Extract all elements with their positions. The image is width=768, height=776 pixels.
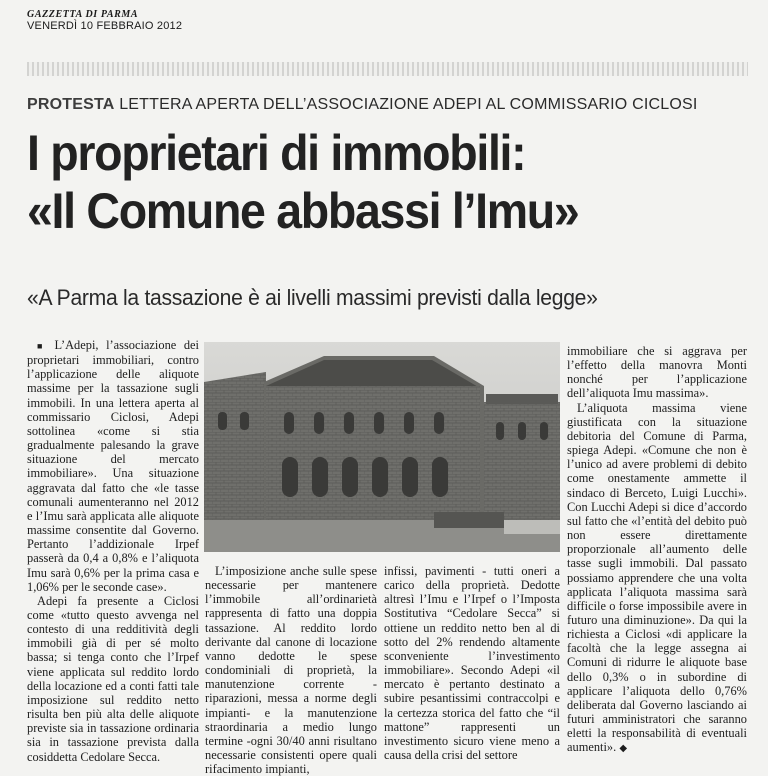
building-photo bbox=[204, 342, 560, 552]
article-paragraph: Adepi fa presente a Ciclosi come «tutto questo avvenga nel contesto di una redditività degli immobili già di per sé molto bassa; si tenga conto che l’Irpef viene applicata sul reddito lordo della locazione ed a conti fatti tale imposizione sul reddito netto risulta ben più alta delle aliquote previste sia in tassazione ordinaria sia in tassazione prevista dalla cosiddetta Cedolare Secca. bbox=[27, 593, 199, 764]
headline-line-1: I proprietari di immobili: bbox=[27, 125, 526, 181]
headline bbox=[27, 124, 697, 240]
newspaper-name: GAZZETTA DI PARMA bbox=[27, 9, 139, 20]
end-mark-icon: ◆ bbox=[619, 743, 628, 755]
kicker-label: PROTESTA bbox=[27, 96, 115, 113]
kicker bbox=[27, 96, 698, 114]
article-lead-text: L’Adepi, l’associazione dei proprietari immobiliari, contro l’applicazione delle aliquote massime per la tassazione sugli immobili. In una lettera aperta al commissario Ciclosi, Adepi sottolinea «come si stia gradualmente palesando la grave situazione del mercato immobiliare». Una situazione aggravata dal fatto che «le tasse comunali aumenteranno nel 2012 e l’Imu sarà applicata alle aliquote massime consentite dal Governo. Pertanto l’addizionale Irpef passerà da 0,4 a 0,8% e l’aliquota Imu sarà 0,6% per la prima casa e 1,06% per le seconde case». bbox=[27, 338, 199, 594]
article-paragraph: immobiliare che si aggrava per l’effetto della manovra Monti nonché per l’applicazione dell’aliquota Imu massima». bbox=[567, 344, 747, 401]
article-column-2 bbox=[205, 564, 377, 776]
kicker-text: LETTERA APERTA DELL’ASSOCIAZIONE ADEPI AL COMMISSARIO CICLOSI bbox=[119, 96, 698, 113]
palazzo-illustration bbox=[204, 342, 560, 552]
headline-line-2: «Il Comune abbassi l’Imu» bbox=[27, 183, 579, 239]
article-column-3 bbox=[384, 564, 560, 762]
article-column-1 bbox=[27, 338, 199, 764]
article-paragraph: L’imposizione anche sulle spese necessarie per mantenere l’immobile all’ordinarietà rappresenta di fatto una doppia tassazione. Al reddito lordo derivante dal canone di locazione vanno dedotte le spese condominiali di proprietà, la manutenzione corrente -riparazioni, messa a norme degli impianti- e la manutenzione straordinaria a medio lungo termine -ogni 30/40 anni risultano necessarie consistenti opere quali rifacimento impianti, bbox=[205, 564, 377, 776]
lead-marker-icon: ■ bbox=[37, 341, 47, 351]
subheadline: «A Parma la tassazione è ai livelli massimi previsti dalla legge» bbox=[27, 285, 598, 310]
article-closing-text: L’aliquota massima viene giustificata con la situazione debitoria del Comune di Parma, spiega Adepi. «Comune che non è l’unico ad avere problemi di debito come onestamente ammette il sindaco di Berceto, Luigi Lucchi». Con Lucchi Adepi si dice d’accordo sul fatto che «l’entità del debito può non essere direttamente proporzionale all’aumento delle tasse sugli immobili. Dal passato possiamo apprendere che una volta applicata l’aliquota massima sarà difficile o forse impossibile avere in futuro una diminuzione». Da qui la richiesta a Ciclosi «di applicare la facoltà che la legge assegna ai Comuni di ridurre le aliquote base dello 0,3% o in subordine di applicare l’aliquota dello 0,76% deliberata dal Governo lasciando ai futuri amministratori che saranno eletti la responsabilità di eventuali aumenti». bbox=[567, 400, 747, 755]
article-paragraph: infissi, pavimenti - tutti oneri a carico della proprietà. Dedotte altresì l’Imu e l’Irpef o l’Imposta Sostitutiva “Cedolare Secca” si ottiene un reddito netto ben al di sotto del 2% rendendo altamente sconveniente l’investimento immobiliare». Secondo Adepi «il mercato è pertanto destinato a subire pesantissimi contraccolpi e la certezza storica del fatto che “il mattone” rappresenti un investimento sicuro viene meno a causa della crisi del settore bbox=[384, 564, 560, 763]
article-paragraph bbox=[567, 401, 747, 757]
masthead bbox=[27, 10, 182, 32]
header-rule bbox=[27, 62, 748, 76]
article-paragraph bbox=[27, 338, 199, 594]
article-column-4 bbox=[567, 344, 747, 757]
issue-date: VENERDÌ 10 FEBBRAIO 2012 bbox=[27, 19, 183, 32]
